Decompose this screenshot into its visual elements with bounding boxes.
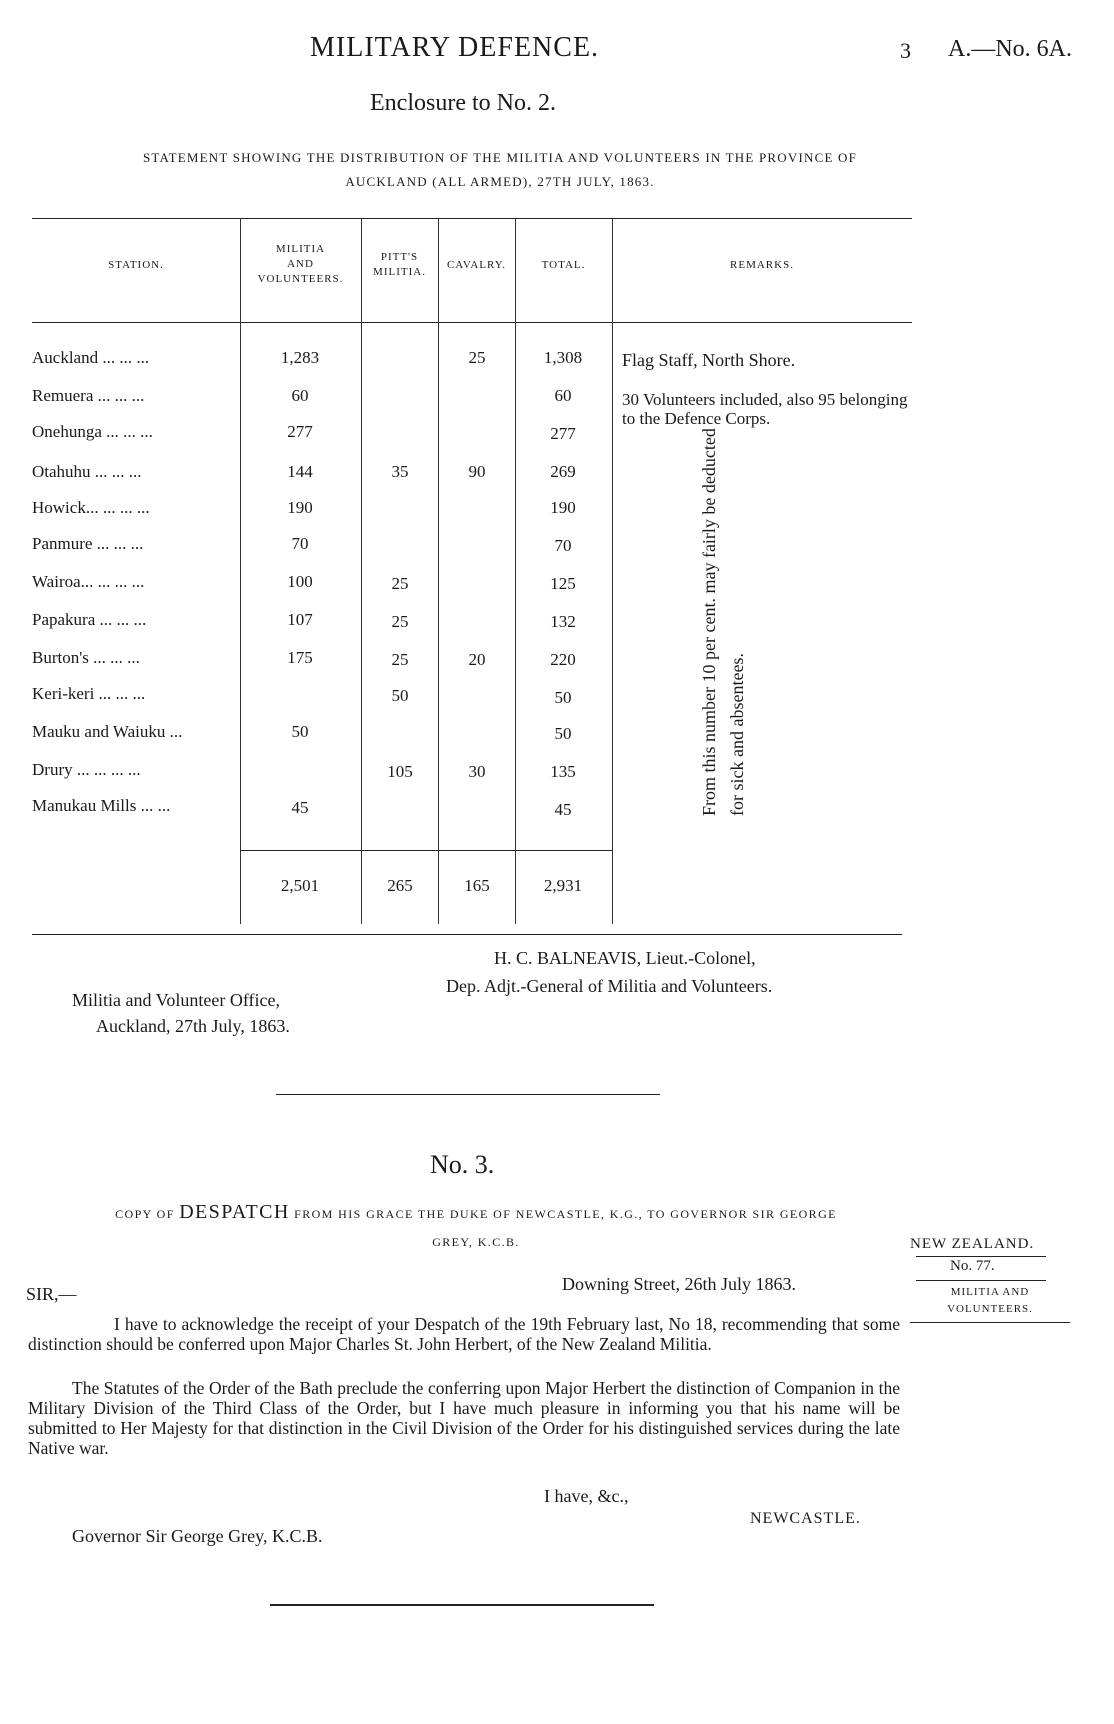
cavalry-cell: 25: [468, 348, 486, 367]
column-divider: [612, 218, 613, 924]
header-station: STATION.: [108, 259, 164, 271]
station-cell: Auckland ... ... ...: [32, 348, 150, 367]
pitts-cell: 35: [391, 462, 409, 481]
station-cell: Burton's ... ... ...: [32, 648, 140, 667]
militia-cell: 45: [291, 798, 309, 817]
cavalry-cell: 20: [468, 650, 486, 669]
station-cell: Papakura ... ... ...: [32, 610, 147, 629]
section-divider: [276, 1094, 660, 1095]
total-cell: 277: [550, 424, 576, 443]
document-title: MILITARY DEFENCE.: [310, 32, 600, 63]
grand-total-cell: 2,931: [543, 876, 583, 895]
station-cell: Remuera ... ... ...: [32, 386, 145, 405]
statement-heading: [60, 146, 940, 194]
signatory-title: Dep. Adjt.-General of Militia and Volunteers.: [446, 976, 773, 996]
header-cavalry: CAVALRY.: [446, 259, 507, 271]
total-cell: 190: [550, 498, 576, 517]
despatch-signer: NEWCASTLE.: [750, 1510, 861, 1527]
paragraph-1: I have to acknowledge the receipt of your Despatch of the 19th February last, No 18, recommending that some distinction should be conferred upon Major Charles St. John Herbert, of the New Zealand Militia.: [28, 1314, 900, 1354]
militia-cell: 277: [287, 422, 313, 441]
closing: I have, &c.,: [544, 1486, 629, 1506]
margin-region: NEW ZEALAND.: [910, 1236, 1035, 1252]
despatch-dateline: Downing Street, 26th July 1863.: [562, 1274, 796, 1294]
table-top-rule: [32, 218, 912, 219]
station-cell: Keri-keri ... ... ...: [32, 684, 146, 703]
header-remarks: REMARKS.: [730, 259, 794, 271]
total-cell: 50: [554, 688, 572, 707]
margin-number: No. 77.: [950, 1258, 995, 1274]
total-cell: 220: [550, 650, 576, 669]
header-total: TOTAL.: [541, 259, 586, 271]
document-reference: A.—No. 6A.: [948, 36, 1072, 62]
statement-line-1: STATEMENT SHOWING THE DISTRIBUTION OF THE MILITIA AND VOLUNTEERS IN THE PROVINCE OF: [142, 150, 858, 165]
office-date: Auckland, 27th July, 1863.: [96, 1016, 290, 1036]
station-cell: Wairoa... ... ... ...: [32, 572, 145, 591]
militia-cell: 50: [291, 722, 309, 741]
heading-main: DESPATCH: [179, 1201, 290, 1223]
station-cell: Mauku and Waiuku ...: [32, 722, 183, 741]
margin-rule: [910, 1322, 1070, 1323]
remark-remuera: 30 Volunteers included, also 95 belonging to the Defence Corps.: [622, 390, 908, 428]
militia-cell: 1,283: [280, 348, 320, 367]
table-header-rule: [32, 322, 912, 323]
militia-cell: 144: [287, 462, 313, 481]
heading-prefix: COPY OF: [115, 1207, 175, 1221]
remark-auckland: Flag Staff, North Shore.: [622, 350, 796, 370]
total-cell: 269: [550, 462, 576, 481]
militia-cell: 100: [287, 572, 313, 591]
militia-cell: 60: [291, 386, 309, 405]
margin-rule: [916, 1256, 1046, 1257]
total-pitts-cell: 265: [387, 876, 413, 895]
cavalry-cell: 30: [468, 762, 486, 781]
total-cell: 70: [554, 536, 572, 555]
table-bottom-rule: [32, 934, 902, 935]
office-name: Militia and Volunteer Office,: [72, 990, 280, 1010]
statement-line-2: AUCKLAND (ALL ARMED), 27TH JULY, 1863.: [345, 174, 655, 189]
pitts-cell: 25: [391, 612, 409, 631]
margin-rule: [916, 1280, 1046, 1281]
total-militia-cell: 2,501: [280, 876, 320, 895]
station-cell: Onehunga ... ... ...: [32, 422, 153, 441]
militia-cell: 190: [287, 498, 313, 517]
total-cell: 50: [554, 724, 572, 743]
total-cell: 1,308: [543, 348, 583, 367]
column-divider: [361, 218, 362, 924]
pitts-cell: 50: [391, 686, 409, 705]
addressee: Governor Sir George Grey, K.C.B.: [72, 1526, 323, 1546]
enclosure-heading: Enclosure to No. 2.: [370, 90, 556, 116]
heading-rest: FROM HIS GRACE THE DUKE OF NEWCASTLE, K.G., TO GOVERNOR SIR GEORGE: [294, 1207, 837, 1221]
despatch-number: No. 3.: [430, 1150, 495, 1179]
station-cell: Howick... ... ... ...: [32, 498, 150, 517]
pitts-cell: 25: [391, 574, 409, 593]
heading-line-2: GREY, K.C.B.: [432, 1235, 520, 1249]
total-cell: 135: [550, 762, 576, 781]
total-cell: 60: [554, 386, 572, 405]
total-cavalry-cell: 165: [464, 876, 490, 895]
pitts-cell: 25: [391, 650, 409, 669]
despatch-heading: [26, 1198, 926, 1256]
total-cell: 125: [550, 574, 576, 593]
militia-cell: 107: [287, 610, 313, 629]
station-cell: Drury ... ... ... ...: [32, 760, 141, 779]
total-cell: 132: [550, 612, 576, 631]
totals-rule: [240, 850, 612, 851]
paragraph-2: The Statutes of the Order of the Bath preclude the conferring upon Major Herbert the distinction of Companion in the Military Division of the Third Class of the Order, but I have much pleasure in informing you that his name will be submitted to Her Majesty for that distinction in the Civil Division of the Order for his distinguished services during the late Native war.: [28, 1378, 900, 1458]
footer-rule: [270, 1604, 654, 1606]
header-militia-volunteers: MILITIA AND VOLUNTEERS.: [257, 243, 344, 285]
column-divider: [240, 218, 241, 924]
column-divider: [438, 218, 439, 924]
salutation: SIR,—: [26, 1284, 77, 1304]
station-cell: Otahuhu ... ... ...: [32, 462, 142, 481]
total-cell: 45: [554, 800, 572, 819]
page-number: 3: [900, 38, 911, 63]
remark-general: From this number 10 per cent. may fairly be deducted for sick and absentees.: [699, 428, 747, 816]
signatory-name: H. C. BALNEAVIS, Lieut.-Colonel,: [494, 948, 756, 968]
cavalry-cell: 90: [468, 462, 486, 481]
margin-subject: MILITIA AND VOLUNTEERS.: [947, 1286, 1033, 1315]
header-pitts-militia: PITT'S MILITIA.: [373, 251, 426, 278]
militia-cell: 175: [287, 648, 313, 667]
militia-cell: 70: [291, 534, 309, 553]
station-cell: Panmure ... ... ...: [32, 534, 144, 553]
pitts-cell: 105: [387, 762, 413, 781]
station-cell: Manukau Mills ... ...: [32, 796, 171, 815]
